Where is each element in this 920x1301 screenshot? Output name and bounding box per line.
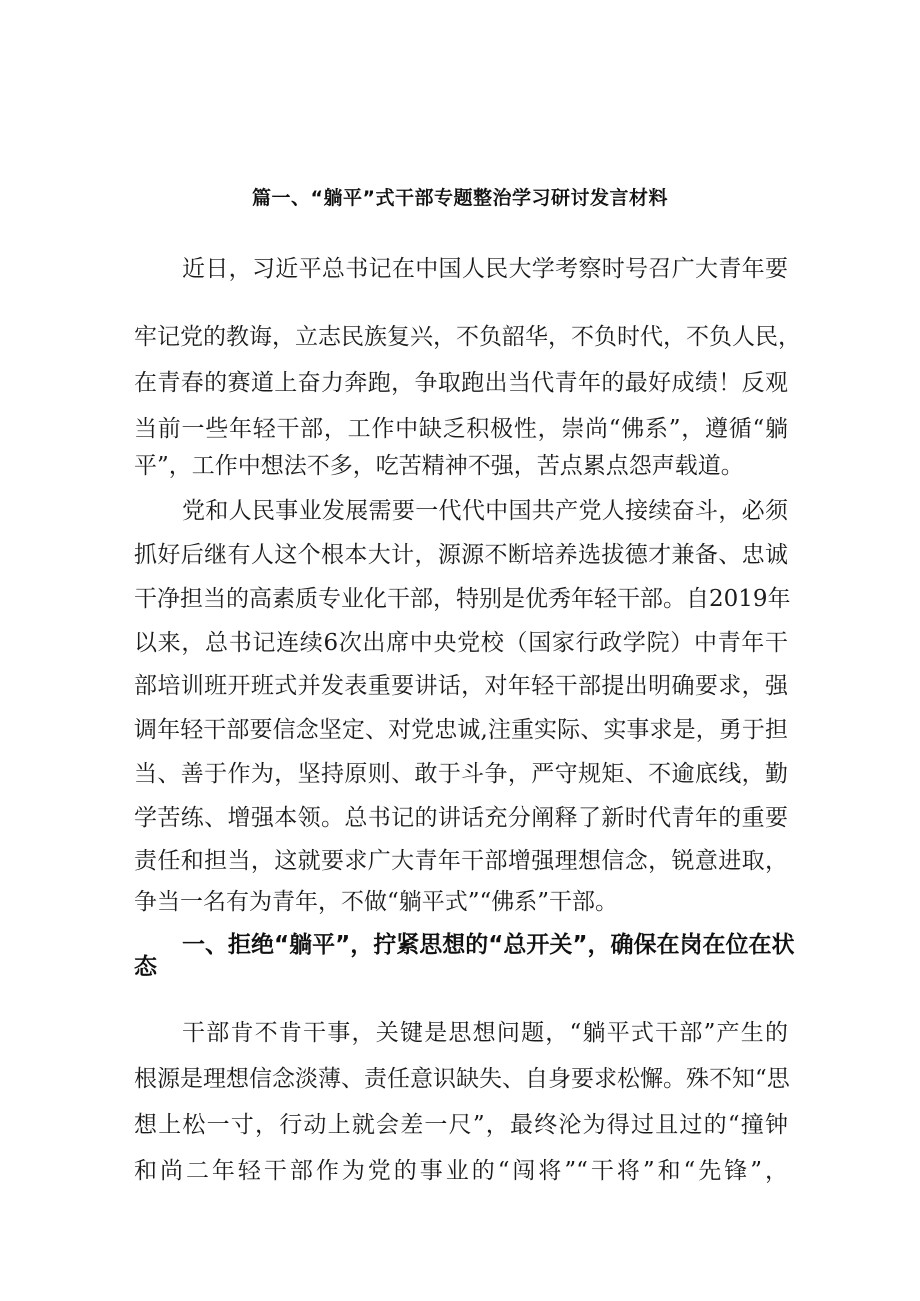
section-heading: 态 [134,954,157,980]
paragraph-line: 当、善于作为，坚持原则、敢于斗争，严守规矩、不逾底线，勤 [134,761,788,787]
paragraph-line: 党和人民事业发展需要一代代中国共产党人接续奋斗，必须 [182,498,788,524]
paragraph-line: 和尚二年轻干部作为党的事业的“闯将”“干将”和“先锋”， [134,1158,788,1184]
paragraph-line: 责任和担当，这就要求广大青年干部增强理想信念，锐意进取， [134,848,788,874]
paragraph-line: 牢记党的教诲，立志民族复兴，不负韶华，不负时代，不负人民， [134,324,801,350]
paragraph-line: 以来，总书记连续6次出席中央党校（国家行政学院）中青年干 [134,630,788,656]
paragraph-line: 想上松一寸，行动上就会差一尺”，最终沦为得过且过的“撞钟 [134,1112,788,1138]
paragraph-line: 干净担当的高素质专业化干部，特别是优秀年轻干部。自2019年 [134,586,791,612]
section-heading: 一、拒绝“躺平”，拧紧思想的“总开关”，确保在岗在位在状 [182,932,795,958]
paragraph-line: 调年轻干部要信念坚定、对党忠诚,注重实际、实事求是，勇于担 [134,717,788,743]
paragraph-line: 学苦练、增强本领。总书记的讲话充分阐释了新时代青年的重要 [134,805,788,831]
paragraph-line: 干部肯不肯干事，关键是思想问题，“躺平式干部”产生的 [182,1020,788,1046]
paragraph-line: 近日，习近平总书记在中国人民大学考察时号召广大青年要 [182,256,788,282]
paragraph-line: 根源是理想信念淡薄、责任意识缺失、自身要求松懈。殊不知“思 [134,1066,790,1092]
paragraph-line: 抓好后继有人这个根本大计，源源不断培养选拔德才兼备、忠诚 [134,542,788,568]
paragraph-line: 部培训班开班式并发表重要讲话，对年轻干部提出明确要求，强 [134,673,788,699]
paragraph-line: 在青春的赛道上奋力奔跑，争取跑出当代青年的最好成绩！反观 [134,370,788,396]
paragraph-line: 当前一些年轻干部，工作中缺乏积极性，崇尚“佛系”，遵循“躺 [134,416,788,442]
paragraph-line: 争当一名有为青年，不做“躺平式”“佛系”干部。 [134,889,619,915]
document-title: 篇一、“躺平”式干部专题整治学习研讨发言材料 [252,187,668,209]
paragraph-line: 平”，工作中想法不多，吃苦精神不强，苦点累点怨声载道。 [134,453,744,479]
